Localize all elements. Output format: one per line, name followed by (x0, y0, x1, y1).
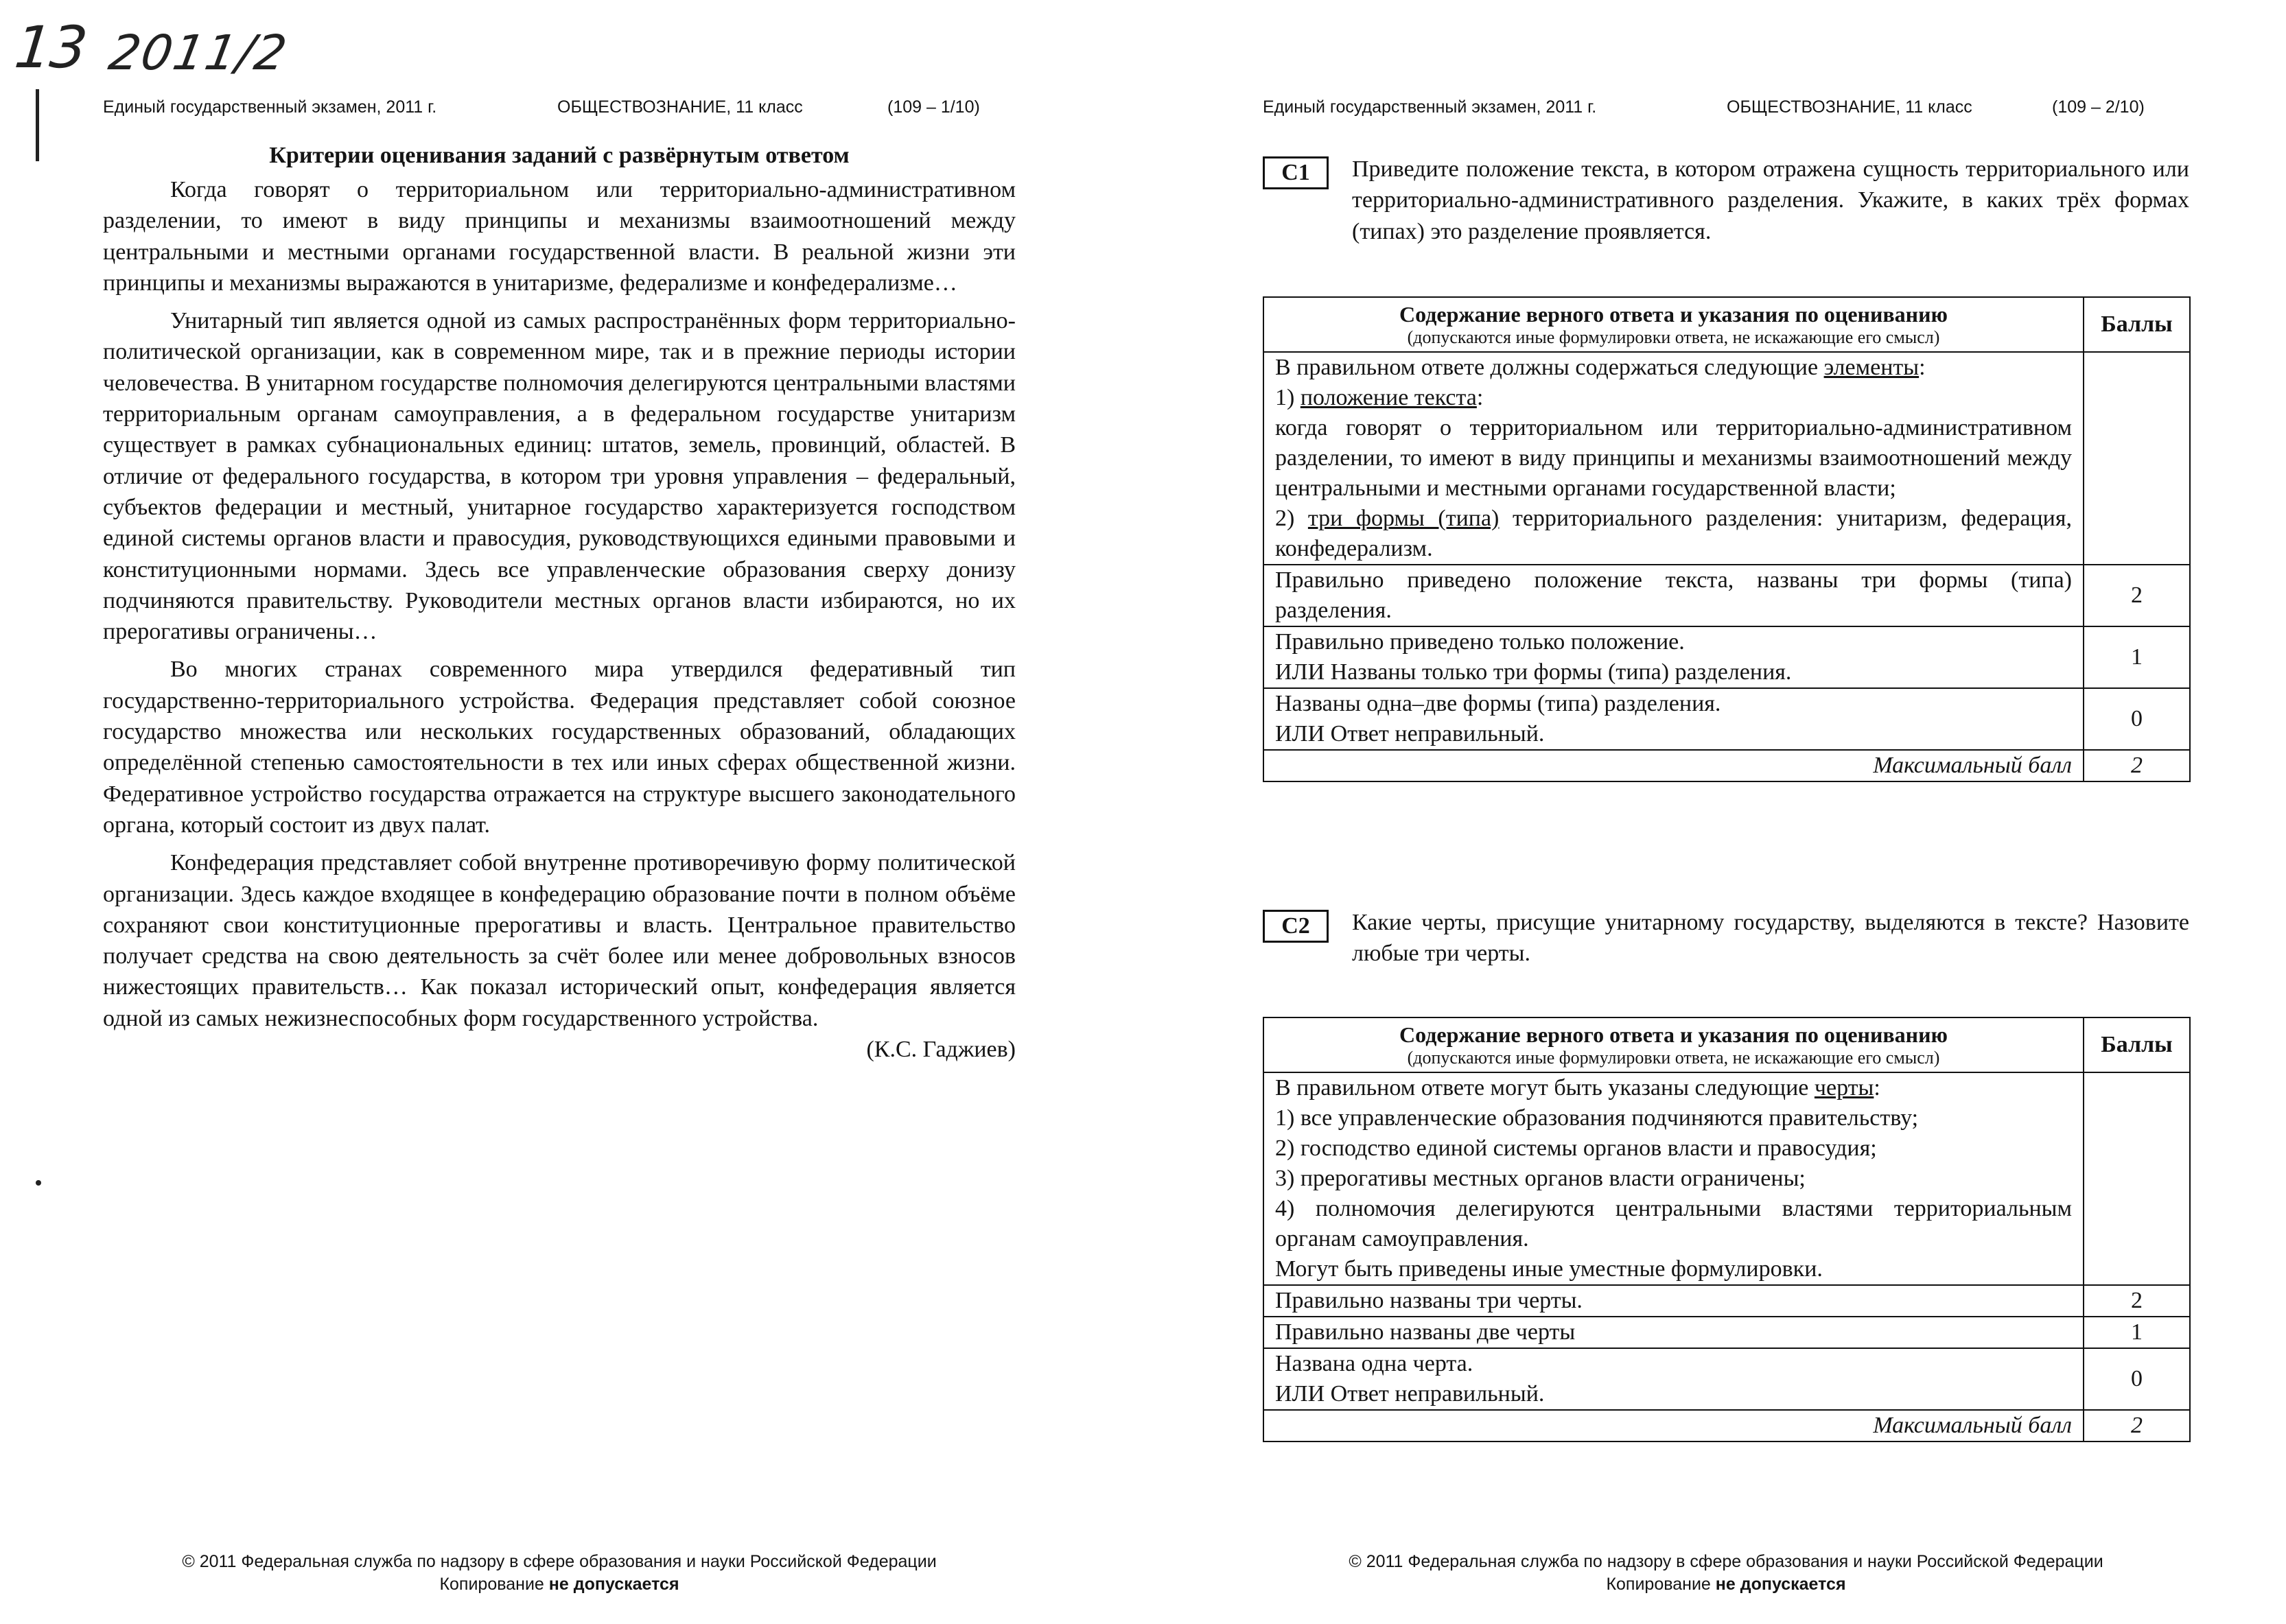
running-head-page: (109 – 2/10) (2052, 97, 2145, 117)
running-head (1263, 97, 2189, 125)
answer-note: Могут быть приведены иные уместные формулировки. (1275, 1256, 1823, 1282)
footer-copy-notice (103, 1573, 1016, 1596)
score-criterion (1263, 1285, 2084, 1317)
intro-text: В правильном ответе могут быть указаны следующие (1275, 1075, 1815, 1101)
score-value: 0 (2084, 1348, 2190, 1410)
score-row (1263, 1317, 2190, 1348)
list-item: 4) полномочия делегируются центральными властями территориальным органам самоуправления. (1275, 1196, 2072, 1251)
intro-colon: : (1919, 355, 1926, 380)
criterion-text-alt: ИЛИ Названы только три формы (типа) разделения. (1275, 659, 1792, 685)
max-score-label: Максимальный балл (1263, 750, 2084, 781)
criteria-title: Критерии оценивания заданий с развёрнутым ответом (269, 143, 850, 168)
task-label-c2: C2 (1263, 910, 1329, 943)
table-header-content (1263, 1017, 2084, 1072)
score-criterion (1263, 1348, 2084, 1410)
left-page (103, 0, 1016, 1624)
item1-text: когда говорят о территориальном или территориально-административном разделении, то имеют в виду принципы и механизмы взаимоотношений между центральными и местными органами государственной власти; (1275, 415, 2072, 501)
item-number: 1) (1275, 385, 1301, 410)
running-head (103, 97, 1016, 125)
source-author: (К.С. Гаджиев) (866, 1037, 1016, 1063)
running-head-exam: Единый государственный экзамен, 2011 г. (1263, 97, 1597, 117)
item-colon: : (1476, 385, 1484, 410)
task-label-c1: C1 (1263, 156, 1329, 189)
intro-text: В правильном ответе должны содержаться следующие (1275, 355, 1824, 380)
list-item: 3) прерогативы местных органов власти ограничены; (1275, 1166, 1806, 1191)
score-row (1263, 1348, 2190, 1410)
score-criterion (1263, 565, 2084, 626)
intro-underline: черты (1814, 1075, 1874, 1101)
item-underline: три формы (типа) (1307, 506, 1500, 531)
copy-prefix: Копирование (1606, 1575, 1716, 1594)
answer-content (1263, 1072, 2084, 1285)
header-sub: (допускаются иные формулировки ответа, не искажающие его смысл) (1407, 1048, 1940, 1068)
running-head-subject: ОБЩЕСТВОЗНАНИЕ, 11 класс (1727, 97, 1972, 117)
score-value: 0 (2084, 688, 2190, 750)
copy-bold: не допускается (1715, 1575, 1846, 1594)
running-head-subject: ОБЩЕСТВОЗНАНИЕ, 11 класс (557, 97, 803, 117)
c1-criteria-table (1263, 296, 2191, 782)
source-text (103, 174, 1016, 1065)
max-score-row (1263, 1410, 2190, 1441)
intro-underline: элементы (1823, 355, 1920, 380)
item2-text: территориального разделения: унитаризм, федерация, конфедерализм. (1275, 506, 2073, 561)
criterion-text: Названа одна черта. (1275, 1351, 1473, 1376)
score-value: 2 (2084, 565, 2190, 626)
task-c1-question: Приведите положение текста, в котором отражена сущность территориального или территориально-административного разделения. Укажите, в каких трёх формах (типах) это разделение проявляется. (1352, 156, 2189, 244)
copy-prefix: Копирование (439, 1575, 549, 1594)
criterion-text-alt: ИЛИ Ответ неправильный. (1275, 721, 1545, 746)
max-score-value: 2 (2084, 1410, 2190, 1441)
list-item: 2) господство единой системы органов власти и правосудия; (1275, 1135, 1877, 1161)
criterion-text: Правильно названы три черты. (1275, 1288, 1583, 1313)
handwritten-date: 2011/2 (104, 25, 292, 81)
answer-row (1263, 1072, 2190, 1285)
paragraph: Унитарный тип является одной из самых распространённых форм территориально-политической организации, как в современном мире, так и в прежние периоды истории человечества. В унитарном государстве полномочия делегируются центральными властями территориальным органам самоуправления, а в федеральном государстве унитаризм существует в рамках субнациональных единиц: штатов, земель, провинций, областей. В отличие от федерального государства, в котором три уровня управления – федеральный, субъектов федерации и местный, унитарное государство характеризуется господством единой системы органов власти и правосудия, руководствующихся едиными правовыми и конституционными нормами. Здесь все управленческие образования сверху донизу подчиняются правительству. Руководители местных органов власти избираются, но их прерогативы ограничены… (103, 308, 1016, 645)
criterion-text: Правильно приведено только положение. (1275, 629, 1685, 655)
running-head-exam: Единый государственный экзамен, 2011 г. (103, 97, 437, 117)
margin-dot (36, 1180, 41, 1186)
item-underline: положение текста (1300, 385, 1477, 410)
score-criterion (1263, 688, 2084, 750)
list-item: 1) все управленческие образования подчиняются правительству; (1275, 1105, 1919, 1131)
max-score-row (1263, 750, 2190, 781)
paragraph: Конфедерация представляет собой внутренне противоречивую форму политической организации. Здесь каждое входящее в конфедерацию образование почти в полном объёме сохраняют свои конституционные прерогативы и власть. Центральное правительство получает средства на свою деятельность за счёт более или менее добровольных взносов нижестоящих правительств… Как показал исторический опыт, конфедерация является одной из самых нежизнеспособных форм государственного устройства. (103, 850, 1016, 1031)
header-main: Содержание верного ответа и указания по оцениванию (1399, 1022, 1948, 1047)
footer-copyright: © 2011 Федеральная служба по надзору в сфере образования и науки Российской Федерации (1349, 1552, 2103, 1571)
footer-copy-notice (1263, 1573, 2189, 1596)
score-row (1263, 626, 2190, 688)
header-sub: (допускаются иные формулировки ответа, не искажающие его смысл) (1407, 327, 1940, 347)
header-main: Содержание верного ответа и указания по оцениванию (1399, 302, 1948, 327)
header-balls: Баллы (2084, 297, 2190, 352)
score-value: 1 (2084, 1317, 2190, 1348)
answer-row (1263, 352, 2190, 565)
header-balls: Баллы (2084, 1017, 2190, 1072)
answer-score-empty (2084, 1072, 2190, 1285)
score-row (1263, 565, 2190, 626)
right-page (1263, 0, 2189, 1624)
footer (103, 1551, 1016, 1596)
max-score-label: Максимальный балл (1263, 1410, 2084, 1441)
margin-mark (36, 89, 39, 161)
score-criterion (1263, 626, 2084, 688)
running-head-page: (109 – 1/10) (887, 97, 980, 117)
criterion-text: Правильно приведено положение текста, названы три формы (типа) разделения. (1275, 567, 2072, 623)
table-header-content (1263, 297, 2084, 352)
intro-colon: : (1874, 1075, 1880, 1101)
handwritten-number: 13 (11, 14, 90, 81)
c2-criteria-table (1263, 1017, 2191, 1442)
item-number: 2) (1275, 506, 1308, 531)
score-criterion (1263, 1317, 2084, 1348)
footer (1263, 1551, 2189, 1596)
criterion-text: Правильно названы две черты (1275, 1319, 1576, 1345)
answer-content (1263, 352, 2084, 565)
paragraph: Во многих странах современного мира утвердился федеративный тип государственно-территориального устройства. Федерация представляет собой союзное государство множества или нескольких государственных образований, обладающих определённой степенью самостоятельности в тех или иных сферах общественной жизни. Федеративное устройство государства отражается на структуре высшего законодательного органа, который состоит из двух палат. (103, 657, 1016, 838)
criterion-text-alt: ИЛИ Ответ неправильный. (1275, 1381, 1545, 1407)
score-value: 2 (2084, 1285, 2190, 1317)
task-c2-question: Какие черты, присущие унитарному государству, выделяются в тексте? Назовите любые три черты. (1352, 910, 2189, 967)
score-value: 1 (2084, 626, 2190, 688)
paragraph: Когда говорят о территориальном или территориально-административном разделении, то имеют в виду принципы и механизмы взаимоотношений между центральными и местными органами государственной власти. В реальной жизни эти принципы и механизмы выражаются в унитаризме, федерализме и конфедерализме… (103, 177, 1016, 296)
copy-bold: не допускается (548, 1575, 679, 1594)
score-row (1263, 688, 2190, 750)
criterion-text: Названы одна–две формы (типа) разделения. (1275, 691, 1721, 716)
footer-copyright: © 2011 Федеральная служба по надзору в сфере образования и науки Российской Федерации (182, 1552, 937, 1571)
max-score-value: 2 (2084, 750, 2190, 781)
score-row (1263, 1285, 2190, 1317)
answer-score-empty (2084, 352, 2190, 565)
